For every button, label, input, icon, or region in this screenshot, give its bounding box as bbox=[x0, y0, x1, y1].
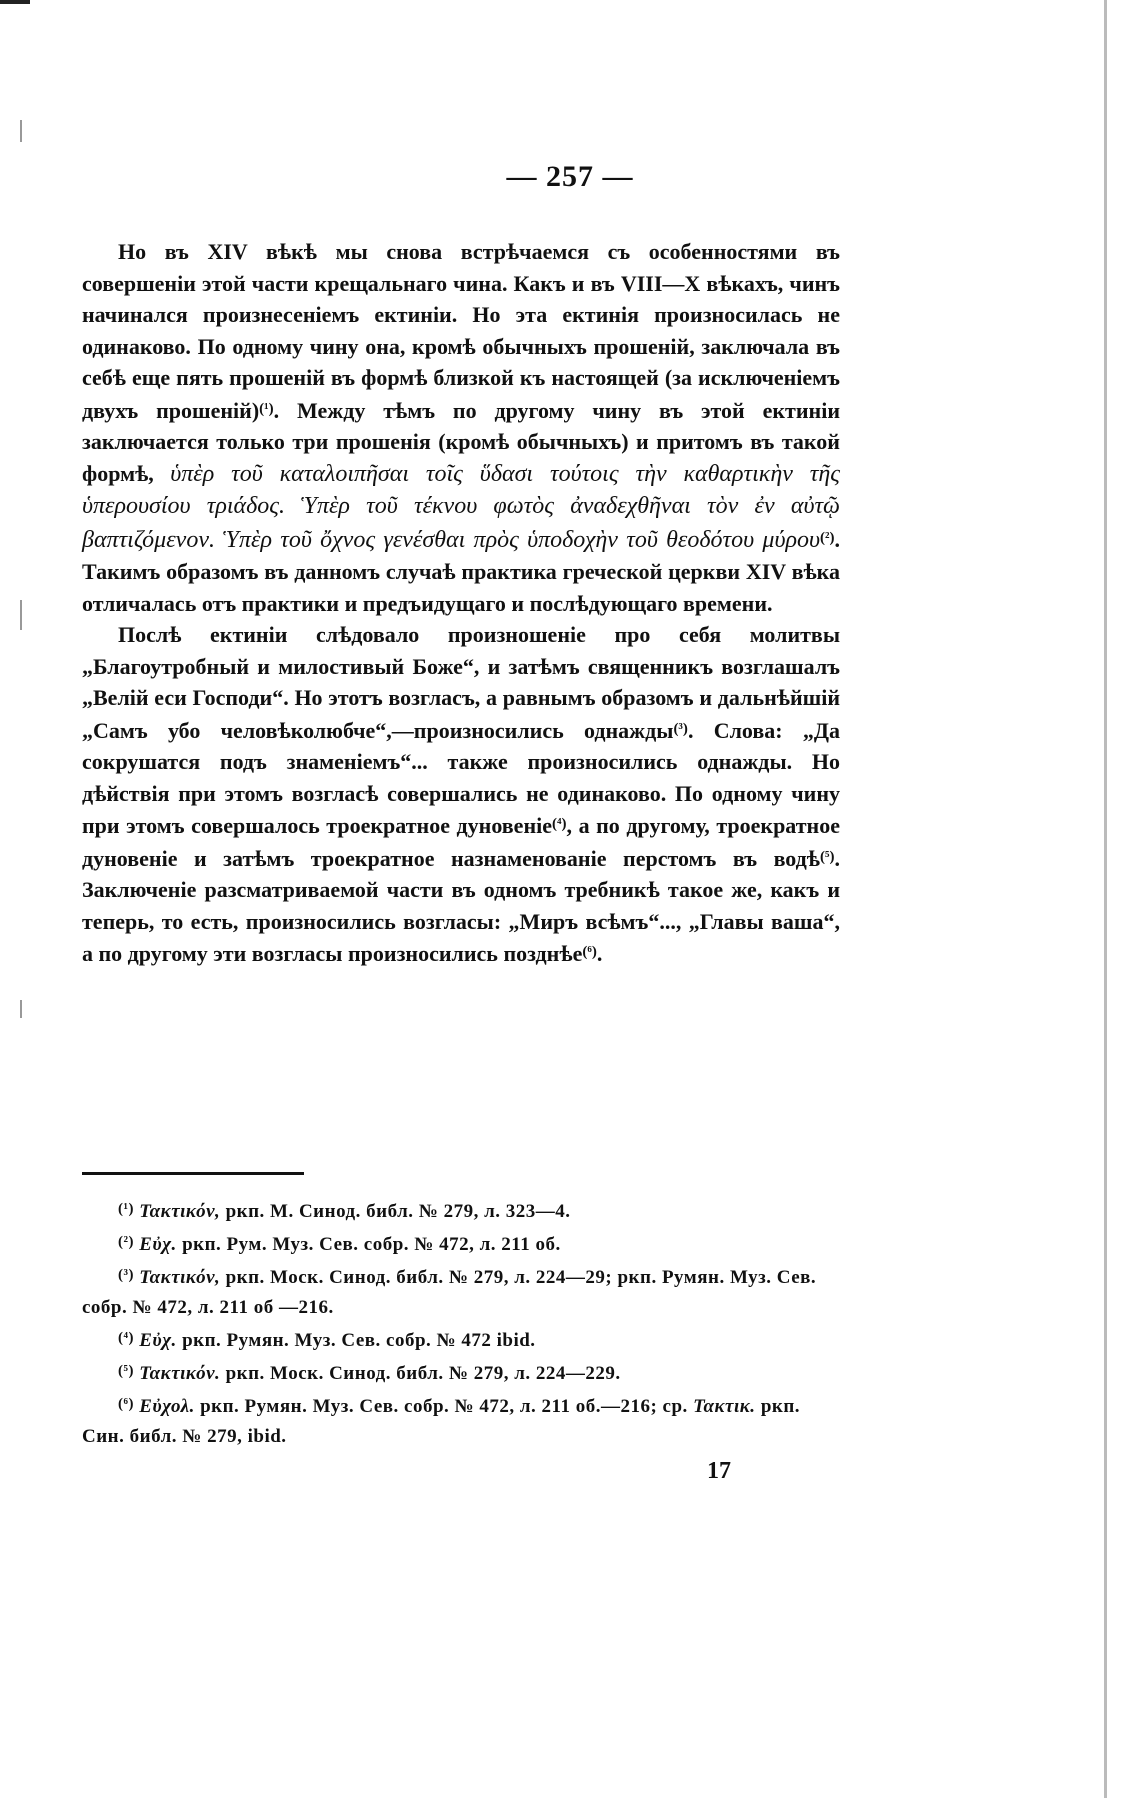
main-text bbox=[82, 236, 840, 970]
footnote-ref-2: (²) bbox=[820, 529, 835, 546]
footnote-ref-6: (⁶) bbox=[582, 944, 597, 960]
paragraph-1 bbox=[82, 236, 840, 619]
footnote-3 bbox=[82, 1260, 840, 1323]
paragraph-2-text-d: . Заключеніе разсматриваемой части въ одномъ требникѣ такое же, какъ и теперь, то есть, произносились возгласы: „Миръ всѣмъ“..., „Главы ваша“, а по другому эти возгласы произносились позднѣе bbox=[82, 845, 840, 966]
scan-margin-mark bbox=[20, 600, 22, 630]
footnote-ref-4: (⁴) bbox=[552, 816, 567, 832]
footnote-source-title: Τακτικόν, bbox=[139, 1267, 221, 1288]
greek-quotation: ὑπὲρ τοῦ καταλοιπῆσαι τοῖς ὕδασι τούτοις τὴν καθαρτικὴν τῆς ὑπερουσίου τριάδος. Ὑπὲρ τοῦ τέκνου φωτὸς ἀναδεχθῆναι τὸν ἐν αὐτῷ βαπτιζόμενον. Ὑπὲρ τοῦ ὄχνος γενέσθαι πρὸς ὑποδοχὴν τοῦ θεοδότου μύρου bbox=[82, 460, 841, 553]
paragraph-1-text-b: . Между тѣмъ по другому чину въ этой ектиніи заключается только три прошенія (кромѣ обычныхъ) и притомъ въ такой формѣ, bbox=[82, 397, 840, 486]
footnote-number: (⁴) bbox=[118, 1330, 134, 1346]
footnote-text: ркп. М. Синод. библ. № 279, л. 323—4. bbox=[220, 1201, 571, 1222]
footnote-divider bbox=[82, 1172, 304, 1175]
footnote-ref-3: (³) bbox=[673, 720, 688, 737]
footnote-2 bbox=[82, 1227, 840, 1260]
footnote-5 bbox=[82, 1356, 840, 1389]
footnotes bbox=[82, 1194, 840, 1452]
footnote-text: ркп. Рум. Муз. Сев. собр. № 472, л. 211 об. bbox=[176, 1234, 561, 1255]
paragraph-2 bbox=[82, 619, 840, 970]
paragraph-2-text-e: . bbox=[596, 941, 603, 966]
page-number: — 257 — bbox=[506, 160, 634, 193]
footnote-4 bbox=[82, 1323, 840, 1356]
footnote-text: ркп. Моск. Синод. библ. № 279, л. 224—229. bbox=[220, 1363, 621, 1384]
footnote-ref-1: (¹) bbox=[259, 400, 274, 417]
footnote-number: (⁵) bbox=[118, 1363, 134, 1379]
footnote-source-title: Εὐχ. bbox=[139, 1330, 177, 1351]
footnote-number: (¹) bbox=[118, 1201, 134, 1217]
paragraph-1-text-c: . Такимъ образомъ въ данномъ случаѣ практика греческой церкви XIV вѣка отличалась отъ практики и предъидущаго и послѣдующаго времени. bbox=[82, 526, 840, 616]
footnote-6 bbox=[82, 1389, 840, 1452]
scan-margin-mark bbox=[20, 120, 22, 142]
footnote-number: (³) bbox=[118, 1267, 134, 1283]
scan-margin-mark bbox=[20, 1000, 22, 1018]
footnote-source-title: Τακτικόν. bbox=[139, 1363, 221, 1384]
footnote-source-title: Τακτικόν, bbox=[139, 1201, 221, 1222]
paragraph-2-text-a: Послѣ ектиніи слѣдовало произношеніе про себя молитвы „Благоутробный и милостивый Боже“, и затѣмъ священникъ возглашалъ „Велій еси Господи“. Но этотъ возгласъ, а равнымъ образомъ и дальнѣйшій „Самъ убо человѣколюбче“,—произносились однажды bbox=[82, 622, 840, 743]
footnote-ref-5: (⁵) bbox=[820, 848, 835, 865]
footnote-1 bbox=[82, 1194, 840, 1227]
scan-edge-artifact bbox=[0, 0, 30, 4]
footnote-text: ркп. Моск. Синод. библ. № 279, л. 224—29; ркп. Румян. Муз. Сев. собр. № 472, л. 211 об —216. bbox=[82, 1267, 817, 1318]
footnote-source-title: Εὐχολ. bbox=[139, 1396, 195, 1417]
paragraph-2-text-b: . Слова: „Да сокрушатся подъ знаменіемъ“... также произносились однажды. Но дѣйствія при этомъ возгласѣ совершались не одинаково. По одному чину при этомъ совершалось троекратное дуновеніе bbox=[82, 717, 840, 838]
footnote-number: (²) bbox=[118, 1234, 134, 1250]
signature-mark: 17 bbox=[707, 1458, 731, 1484]
paragraph-1-text-a: Но въ XIV вѣкѣ мы снова встрѣчаемся съ особенностями въ совершеніи этой части крещальнаго чина. Какъ и въ VIII—X вѣкахъ, чинъ начинался произнесеніемъ ектиніи. Но эта ектинія произносилась не одинаково. По одному чину она, кромѣ обычныхъ прошеній, заключала въ себѣ еще пять прошеній въ формѣ близкой къ настоящей (за исключеніемъ двухъ прошеній) bbox=[82, 239, 840, 423]
footnote-source-title: Εὐχ. bbox=[139, 1234, 177, 1255]
footnote-text-2: ркп. Син. библ. № 279, ibid. bbox=[82, 1396, 801, 1447]
footnote-text: ркп. Румян. Муз. Сев. собр. № 472, л. 211 об.—216; ср. bbox=[194, 1396, 694, 1417]
scan-edge-line bbox=[1104, 0, 1107, 1798]
footnote-number: (⁶) bbox=[118, 1396, 134, 1412]
paragraph-2-text-c: , а по другому, троекратное дуновеніе и затѣмъ троекратное назнаменованіе перстомъ въ водѣ bbox=[82, 813, 840, 871]
footnote-text: ркп. Румян. Муз. Сев. собр. № 472 ibid. bbox=[176, 1330, 536, 1351]
footnote-source-title-2: Τακτικ. bbox=[693, 1396, 756, 1417]
